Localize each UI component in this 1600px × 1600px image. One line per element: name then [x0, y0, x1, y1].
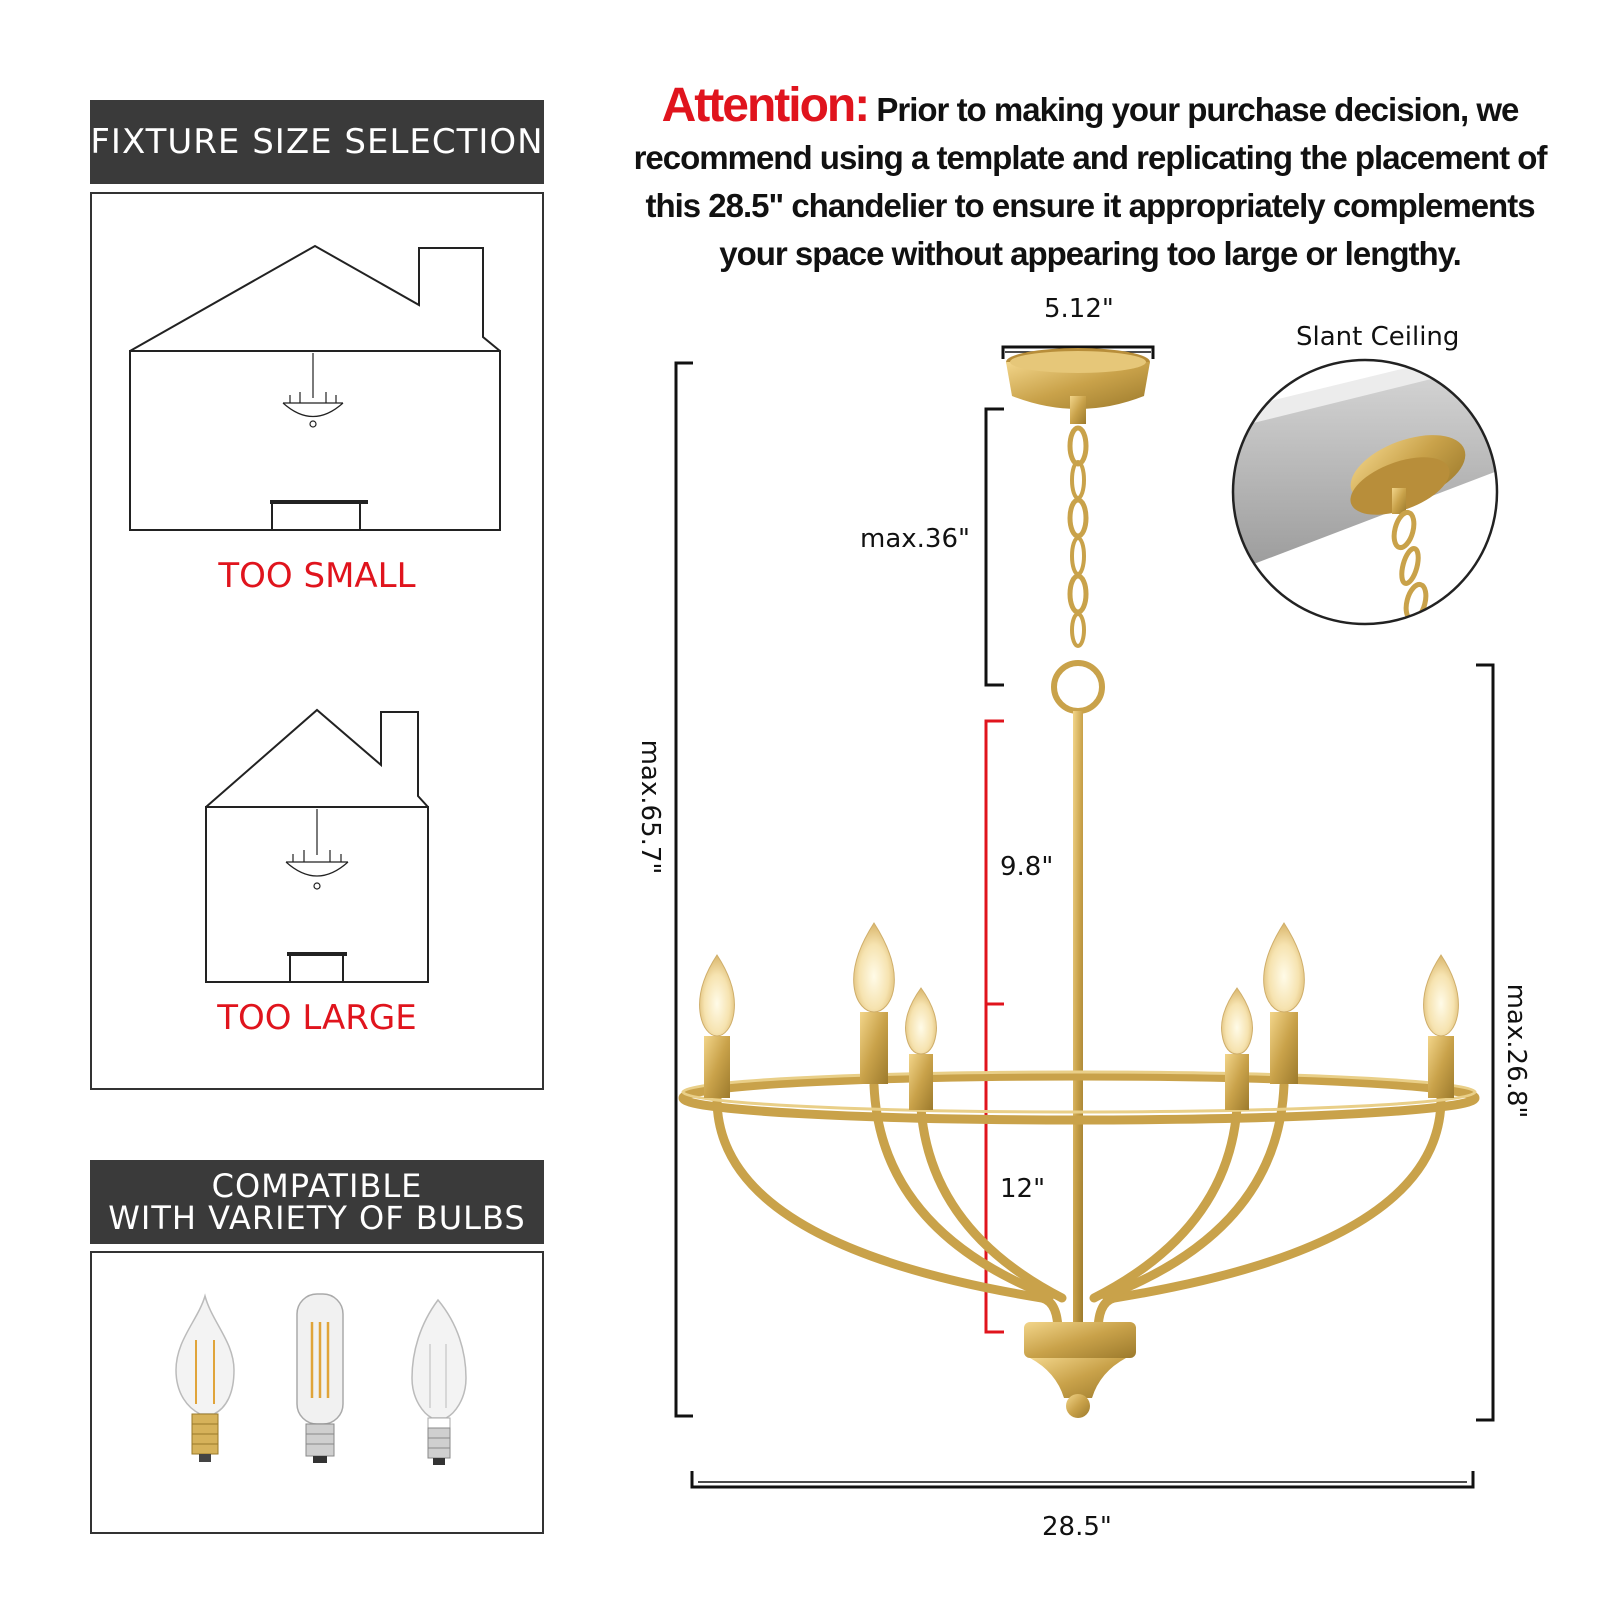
overall-height-bracket [676, 363, 693, 1416]
body-drop-bracket [986, 1004, 1004, 1332]
chain-length-label: max.36" [860, 524, 970, 554]
attention-label: Attention: [661, 79, 869, 132]
too-small-label: TOO SMALL [218, 556, 416, 596]
fixture-size-header-text: FIXTURE SIZE SELECTION [90, 122, 544, 162]
bulb-candle-clear [412, 1300, 466, 1465]
house-too-large [206, 710, 428, 982]
house-too-small [130, 246, 500, 530]
candle-left-inner [906, 988, 937, 1110]
candle-left-mid [854, 923, 895, 1084]
slant-ceiling-label: Slant Ceiling [1296, 322, 1460, 352]
bulb-header-line2: WITH VARIETY OF BULBS [108, 1199, 526, 1237]
fixture-height-bracket [1476, 665, 1493, 1420]
overall-height-label: max.65.7" [635, 739, 665, 875]
body-drop-label: 12" [1000, 1174, 1046, 1204]
rod-length-label: 9.8" [1000, 852, 1054, 882]
mini-chandelier-large [286, 809, 348, 889]
candle-left-outer [700, 955, 735, 1098]
bulb-header-line1: COMPATIBLE [211, 1167, 423, 1205]
fixture-width-label: 28.5" [1042, 1512, 1112, 1542]
red-dimension-lines [986, 721, 1004, 1332]
candle-right-inner [1222, 988, 1253, 1110]
fixture-width-bracket [692, 1471, 1473, 1487]
chain-length-bracket [986, 409, 1004, 685]
too-large-label: TOO LARGE [217, 998, 417, 1038]
canopy-width-label: 5.12" [1044, 294, 1114, 324]
candle-right-mid [1264, 923, 1305, 1084]
bulb-candle-flame-tip [176, 1296, 234, 1462]
bulb-tubular [297, 1294, 343, 1463]
fixture-height-label: max.26.8" [1501, 983, 1531, 1119]
attention-text: Prior to making your purchase decision, we recommend using a template and replicating the placement of this 28.5" chandelier to ensure it appropriately complements your space without appearing too large or lengthy. [633, 91, 1547, 272]
mini-chandelier-small [283, 353, 343, 427]
slant-ceiling-inset [1225, 345, 1500, 625]
candle-right-outer [1424, 955, 1459, 1098]
